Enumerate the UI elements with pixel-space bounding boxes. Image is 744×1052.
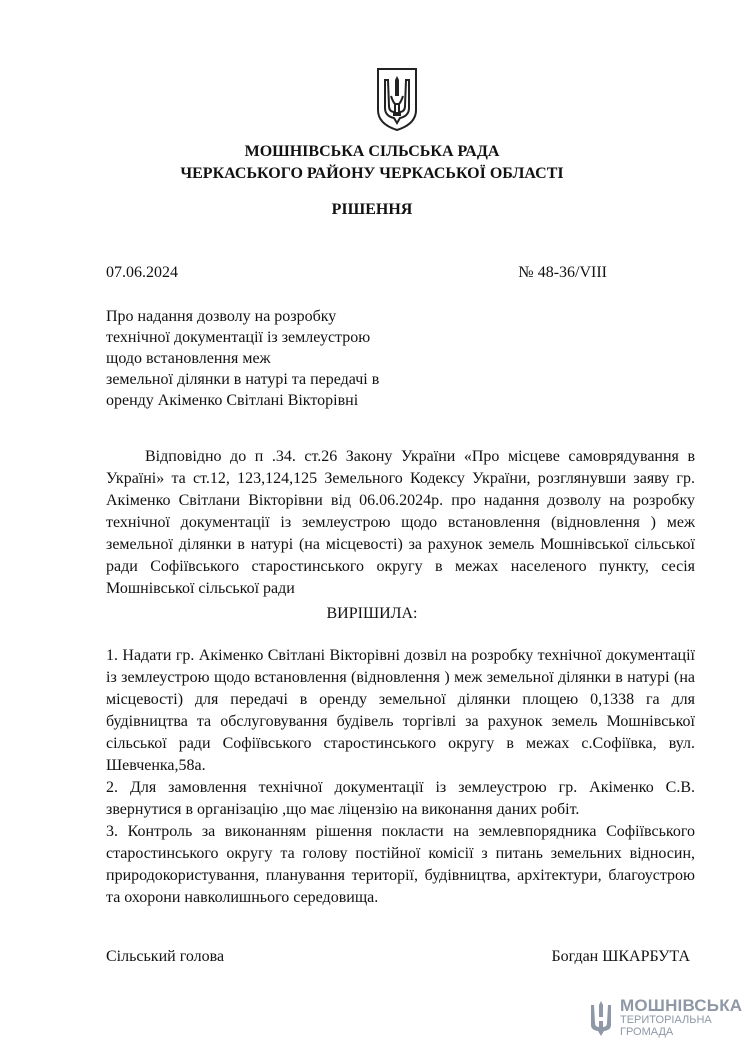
subject-line: щодо встановлення меж xyxy=(106,350,271,367)
logo-text xyxy=(620,997,742,1038)
subject-line: Про надання дозволу на розробку xyxy=(106,308,337,325)
signatory-name: Богдан ШКАРБУТА xyxy=(551,948,690,965)
signatory-title: Сільський голова xyxy=(106,948,225,965)
subject-block xyxy=(106,306,379,411)
decision-items xyxy=(106,645,695,909)
trident-icon xyxy=(588,999,614,1039)
document-date: 07.06.2024 xyxy=(106,264,178,281)
community-logo xyxy=(588,996,743,1043)
subject-line: земельної ділянки в натурі та передачі в xyxy=(106,371,380,388)
logo-title: МОШНІВСЬКА xyxy=(620,996,743,1015)
decision-item: 1. Надати гр. Акіменко Світлані Вікторівні дозвіл на розробку технічної документації із землеустрою щодо встановлення (відновлення ) меж земельної ділянки в натурі (на місцевості) для передачі в оренду земельної ділянки площею 0,1338 га для будівництва та обслуговування будівель торгівлі за рахунок земель Мошнівської сільської ради Софіївського старостинського округу в межах с.Софіївка, вул. Шевченка,58а. xyxy=(106,647,695,774)
subject-line: оренду Акіменко Світлані Вікторівні xyxy=(106,392,359,409)
decision-item: 2. Для замовлення технічної документації із землеустрою гр. Акіменко С.В. звернутися в організацію ,що має ліцензію на виконання даних робіт. xyxy=(106,779,695,818)
resolved-heading: ВИРІШИЛА: xyxy=(326,605,418,622)
document-number: № 48-36/VIII xyxy=(518,264,607,281)
coat-of-arms-icon xyxy=(374,66,420,132)
preamble-paragraph: Відповідно до п .34. ст.26 Закону України «Про місцеве самоврядування в Україні» та ст.12, 123,124,125 Земельного Кодексу України, розглянувши заяву гр. Акіменко Світлани Вікторівни від 06.06.2024р. про надання дозволу на розробку технічної документації із землеустрою щодо встановлення (відновлення ) меж земельної ділянки в натурі (на місцевості) за рахунок земель Мошнівської сільської ради Софіївського старостинського округу в межах населеного пункту, сесія Мошнівської сільської ради xyxy=(106,448,695,597)
council-name: МОШНІВСЬКА СІЛЬСЬКА РАДА xyxy=(244,143,500,160)
subject-line: технічної документації із землеустрою xyxy=(106,329,371,346)
district-name: ЧЕРКАСЬКОГО РАЙОНУ ЧЕРКАСЬКОЇ ОБЛАСТІ xyxy=(180,165,564,182)
document-type-title: РІШЕННЯ xyxy=(331,201,413,218)
logo-subtitle: ГРОМАДА xyxy=(620,1026,674,1038)
decision-item: 3. Контроль за виконанням рішення покласти на землевпорядника Софіївського старостинського округу та голову постійної комісії з питань земельних відносин, природокористування, планування території, будівництва, архітектури, благоустрою та охорони навколишнього середовища. xyxy=(106,823,695,906)
logo-subtitle: ТЕРИТОРІАЛЬНА xyxy=(620,1014,712,1026)
